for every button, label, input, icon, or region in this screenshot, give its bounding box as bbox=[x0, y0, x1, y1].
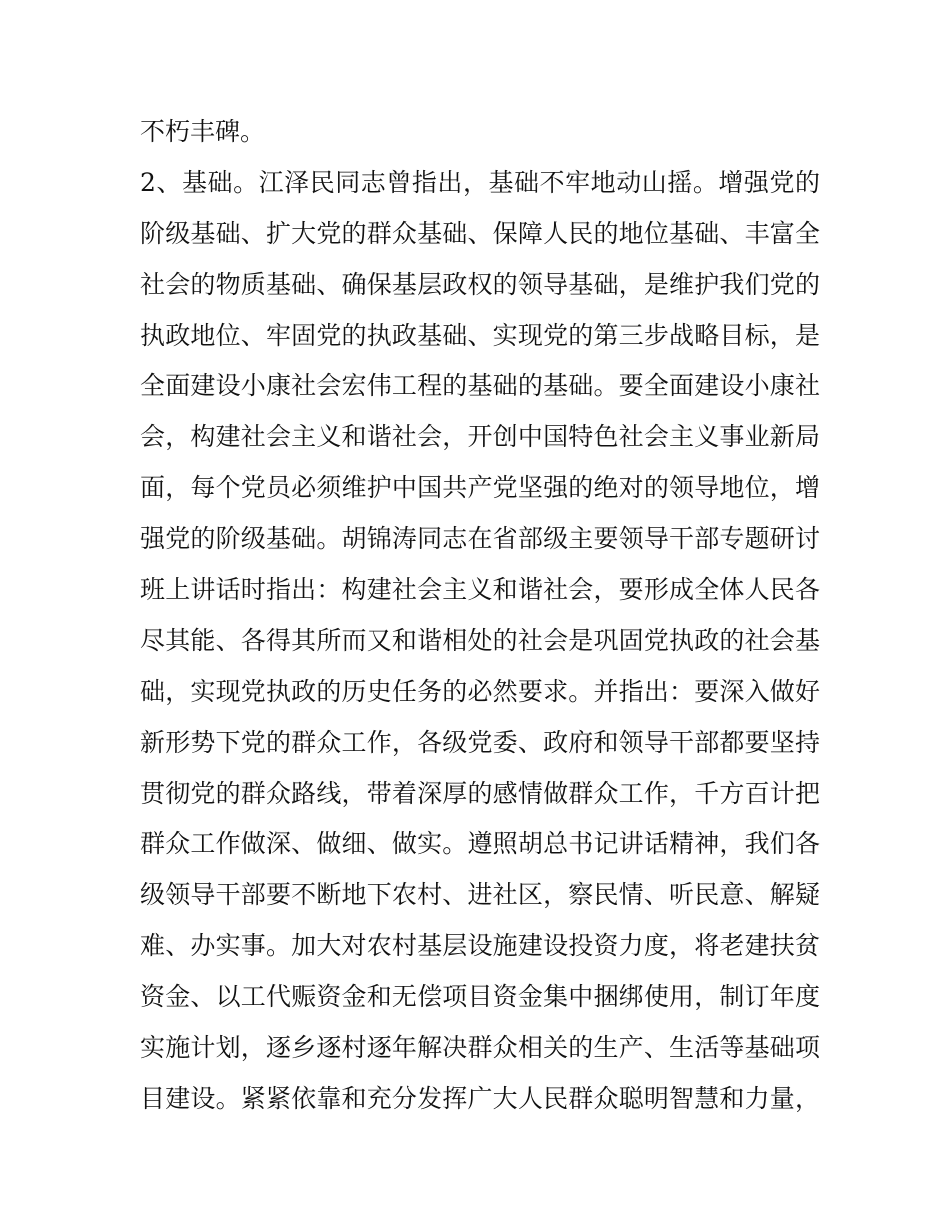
text-line: 社会的物质基础、确保基层政权的领导基础，是维护我们党的 bbox=[140, 269, 820, 299]
text-line: 面，每个党员必须维护中国共产党坚强的绝对的领导地位，增 bbox=[140, 473, 820, 503]
body-text bbox=[140, 107, 820, 1125]
text-line: 尽其能、各得其所而又和谐相处的社会是巩固党执政的社会基 bbox=[140, 625, 820, 655]
text-line: 实施计划，逐乡逐村逐年解决群众相关的生产、生活等基础项 bbox=[140, 1033, 820, 1063]
text-line: 难、办实事。加大对农村基层设施建设投资力度，将老建扶贫 bbox=[140, 931, 820, 961]
text-line: 新形势下党的群众工作，各级党委、政府和领导干部都要坚持 bbox=[140, 727, 820, 757]
text-line: 阶级基础、扩大党的群众基础、保障人民的地位基础、丰富全 bbox=[140, 218, 820, 248]
text-line: 资金、以工代赈资金和无偿项目资金集中捆绑使用，制订年度 bbox=[140, 982, 820, 1012]
text-line: 班上讲话时指出：构建社会主义和谐社会，要形成全体人民各 bbox=[140, 575, 820, 605]
text-line: 执政地位、牢固党的执政基础、实现党的第三步战略目标，是 bbox=[140, 320, 820, 350]
text-line: 群众工作做深、做细、做实。遵照胡总书记讲话精神，我们各 bbox=[140, 829, 820, 859]
text-line: 贯彻党的群众路线，带着深厚的感情做群众工作，千方百计把 bbox=[140, 778, 820, 808]
text-line: 会，构建社会主义和谐社会，开创中国特色社会主义事业新局 bbox=[140, 422, 820, 452]
text-line: 础，实现党执政的历史任务的必然要求。并指出：要深入做好 bbox=[140, 676, 820, 706]
text-line: 级领导干部要不断地下农村、进社区，察民情、听民意、解疑 bbox=[140, 880, 820, 910]
text-line: 目建设。紧紧依靠和充分发挥广大人民群众聪明智慧和力量， bbox=[140, 1083, 820, 1113]
text-line: 强党的阶级基础。胡锦涛同志在省部级主要领导干部专题研讨 bbox=[140, 524, 820, 554]
text-line: 全面建设小康社会宏伟工程的基础的基础。要全面建设小康社 bbox=[140, 371, 820, 401]
text-line: 2、基础。江泽民同志曾指出，基础不牢地动山摇。增强党的 bbox=[140, 167, 820, 197]
text-line: 不朽丰碑。 bbox=[140, 117, 266, 146]
